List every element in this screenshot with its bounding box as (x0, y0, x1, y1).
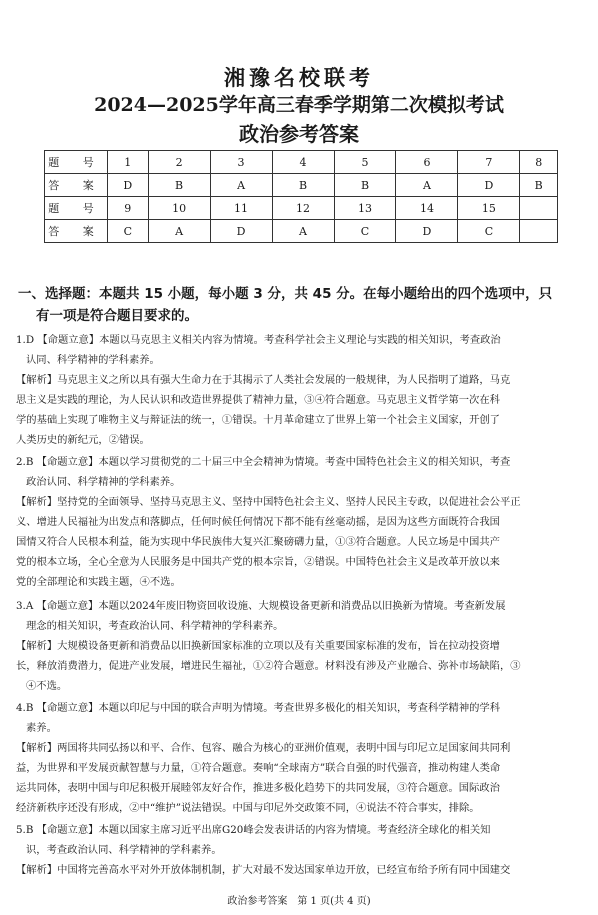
question-number-cell: 14 (396, 197, 458, 220)
question-number-cell: 13 (334, 197, 396, 220)
question-number-cell: 4 (272, 151, 334, 174)
answer-cell: B (520, 174, 558, 197)
question-number-cell: 7 (458, 151, 520, 174)
table-row-question-numbers-2 (45, 197, 558, 220)
question-number-cell: 11 (210, 197, 272, 220)
answer-cell: D (396, 220, 458, 243)
explanation-line: 人类历史的新纪元，②错误。 (16, 434, 150, 446)
explanation-line: 5.B 【命题立意】本题以国家主席习近平出席G20峰会发表讲话的内容为情境。考查经济全球化的相关知 (16, 824, 491, 836)
answer-cell: D (108, 174, 149, 197)
question-explanation-2 (16, 452, 584, 592)
section-heading (18, 283, 588, 327)
question-number-cell: 1 (108, 151, 149, 174)
answer-cell: B (148, 174, 210, 197)
explanation-line: 【解析】坚持党的全面领导、坚持马克思主义、坚持中国特色社会主义、坚持人民民主专政，以促进社会公平正 (16, 496, 521, 508)
answer-cell: A (396, 174, 458, 197)
question-number-cell: 3 (210, 151, 272, 174)
question-number-cell: 5 (334, 151, 396, 174)
page-footer: 政治参考答案 第 1 页(共 4 页) (227, 896, 371, 907)
explanation-line: 理念的相关知识，考查政治认同、科学精神的学科素养。 (26, 620, 284, 632)
explanation-line: 认同、科学精神的学科素养。 (26, 354, 160, 366)
explanation-line: 学的基础上实现了唯物主义与辩证法的统一，①错误。十月革命建立了世界上第一个社会主义国家，开创了 (16, 414, 500, 426)
answer-cell: D (458, 174, 520, 197)
question-number-cell: 12 (272, 197, 334, 220)
exam-name-title: 2024—2025学年高三春季学期第二次模拟考试 (94, 94, 504, 116)
question-number-cell: 8 (520, 151, 558, 174)
answer-label: 答 案 (45, 220, 108, 243)
answer-cell: A (148, 220, 210, 243)
question-number-cell: 6 (396, 151, 458, 174)
question-number-label: 题 号 (45, 151, 108, 174)
explanation-line: 政治认同、科学精神的学科素养。 (26, 476, 181, 488)
explanation-line: 党的根本立场，全心全意为人民服务是中国共产党的根本宗旨，②错误。中国特色社会主义是改革开放以来 (16, 556, 500, 568)
answer-cell: C (108, 220, 149, 243)
question-number-cell (520, 197, 558, 220)
explanation-line: 2.B 【命题立意】本题以学习贯彻党的二十届三中全会精神为情境。考查中国特色社会主义的相关知识，考查 (16, 456, 511, 468)
answer-key-title: 政治参考答案 (239, 122, 359, 146)
answer-cell (520, 220, 558, 243)
explanation-line: 长，释放消费潜力，促进产业发展，增进民生福祉，①②符合题意。材料没有涉及产业融合、弥补市场缺陷，③ (16, 660, 521, 672)
explanation-line: 【解析】中国将完善高水平对外开放体制机制，扩大对最不发达国家单边开放，已经宣布给予所有同中国建交 (16, 864, 511, 876)
question-number-cell: 10 (148, 197, 210, 220)
question-number-label: 题 号 (45, 197, 108, 220)
table-row-question-numbers-1 (45, 151, 558, 174)
explanation-line: 国情又符合人民根本利益，能为实现中华民族伟大复兴汇聚磅礴力量，①③符合题意。人民立场是中国共产 (16, 536, 500, 548)
explanation-line: 义、增进人民福祉为出发点和落脚点，任何时候任何情况下都不能有丝毫动摇，是因为这些方面既符合我国 (16, 516, 500, 528)
answer-table (44, 150, 558, 243)
table-row-answers-2 (45, 220, 558, 243)
question-explanation-4 (16, 698, 584, 818)
explanation-line: 运共同体，表明中国与印尼积极开展睦邻友好合作，推进多极化趋势下的共同发展，③符合题意。国际政治 (16, 782, 500, 794)
explanation-line: 1.D 【命题立意】本题以马克思主义相关内容为情境。考查科学社会主义理论与实践的相关知识，考查政治 (16, 334, 501, 346)
question-explanation-5 (16, 820, 584, 880)
explanation-line: 素养。 (26, 722, 57, 734)
answer-cell: B (334, 174, 396, 197)
question-explanation-1 (16, 330, 584, 450)
table-row-answers-1 (45, 174, 558, 197)
explanation-line: 益，为世界和平发展贡献智慧与力量，①符合题意。奏响“全球南方”联合自强的时代强音，推动构建人类命 (16, 762, 501, 774)
answer-cell: D (210, 220, 272, 243)
explanation-line: 【解析】大规模设备更新和消费品以旧换新国家标准的立项以及有关重要国家标准的发布，旨在拉动投资增 (16, 640, 500, 652)
answer-cell: B (272, 174, 334, 197)
explanation-line: 4.B 【命题立意】本题以印尼与中国的联合声明为情境。考查世界多极化的相关知识，考查科学精神的学科 (16, 702, 501, 714)
question-number-cell: 9 (108, 197, 149, 220)
question-number-cell: 15 (458, 197, 520, 220)
explanation-line: 3.A 【命题立意】本题以2024年废旧物资回收设施、大规模设备更新和消费品以旧换新为情境。考查新发展 (16, 600, 506, 612)
explanation-line: 【解析】两国将共同弘扬以和平、合作、包容、融合为核心的亚洲价值观，表明中国与印尼立足国家间共同利 (16, 742, 511, 754)
explanation-line: 思主义是实践的理论，为人民认识和改造世界提供了精神力量，③④符合题意。马克思主义哲学第一次在科 (16, 394, 500, 406)
answer-cell: A (272, 220, 334, 243)
question-number-cell: 2 (148, 151, 210, 174)
answer-cell: C (334, 220, 396, 243)
exam-org-title: 湘豫名校联考 (224, 65, 374, 90)
explanation-line: 经济新秩序还没有形成，②中“维护”说法错误。中国与印尼外交政策不同，④说法不符合事实，排除。 (16, 802, 480, 814)
answer-cell: C (458, 220, 520, 243)
question-explanation-3 (16, 596, 584, 696)
section-heading-line: 一、选择题：本题共 15 小题，每小题 3 分，共 45 分。在每小题给出的四个选项中，只 (18, 286, 553, 302)
explanation-line: 党的全部理论和实践主题，④不选。 (16, 576, 181, 588)
section-heading-line: 有一项是符合题目要求的。 (36, 308, 198, 324)
explanation-line: 【解析】马克思主义之所以具有强大生命力在于其揭示了人类社会发展的一般规律，为人民指明了道路，马克 (16, 374, 511, 386)
answer-cell: A (210, 174, 272, 197)
answer-label: 答 案 (45, 174, 108, 197)
explanation-line: 识，考查政治认同、科学精神的学科素养。 (26, 844, 222, 856)
explanation-line: ④不选。 (26, 680, 68, 692)
